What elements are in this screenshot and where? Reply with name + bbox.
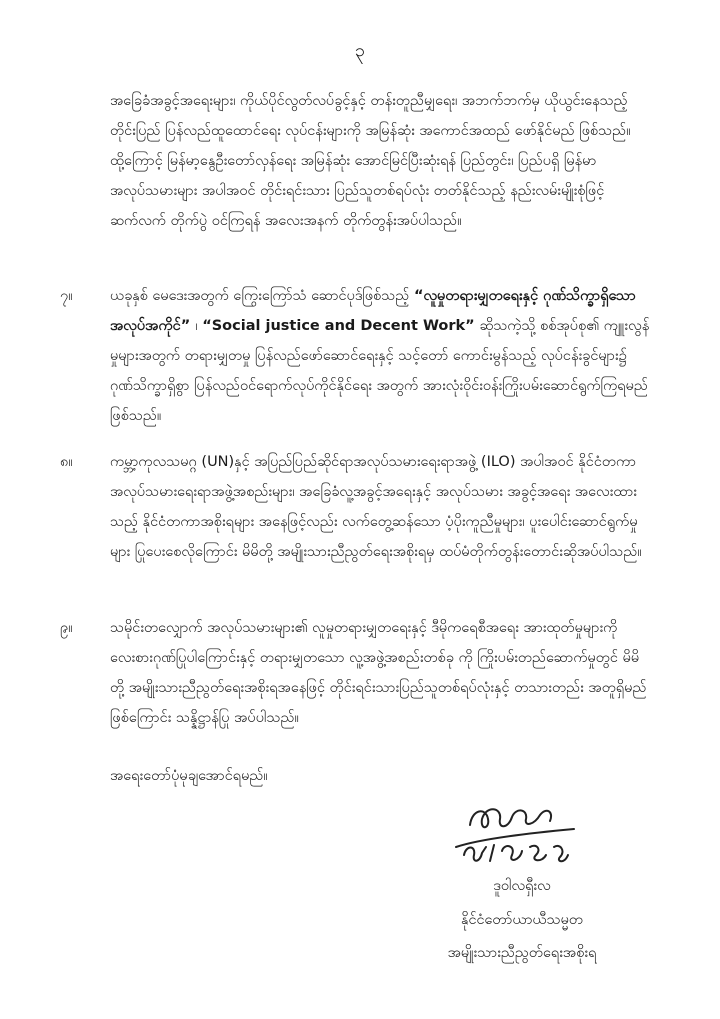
signatory-office: အမျိုးသားညီညွတ်ရေးအစိုးရ bbox=[447, 945, 597, 961]
item-text-pre: ယခုနှစ် မေဒေးအတွက် ကြွေးကြော်သံ ဆောင်ပုဒ်ဖြစ်သည့် bbox=[110, 288, 414, 304]
signatory-name: ဒူဝါလရှီးလ bbox=[493, 878, 551, 894]
page-number: ၃ bbox=[354, 40, 366, 61]
slogan-myanmar: “လူမှုတရားမျှတရေးနှင့် ဂုဏ်သိက္ခာရှိသော အလုပ်အကိုင်” bbox=[110, 288, 636, 334]
item-text-separator: ၊ bbox=[195, 318, 203, 334]
item-body bbox=[110, 281, 650, 431]
item-number: ၈။ bbox=[60, 454, 73, 470]
signatory-title: နိုင်ငံတော်ယာယီသမ္မတ bbox=[460, 912, 584, 928]
item-body: သမိုင်းတလျှောက် အလုပ်သမားများ၏ လူမှုတရားမျှတရေးနှင့် ဒီမိုကရေစီအရေး အားထုတ်မှုများကို လေးစားဂုဏ်ပြုပါကြောင်းနှင့် တရားမျှတသော လူ့အဖွဲ့အစည်းတစ်ခု ကို ကြိုးပမ်းတည်ဆောက်မှုတွင် မိမိတို့ အမျိုးသားညီညွတ်ရေးအစိုးရအနေဖြင့် တိုင်းရင်းသားပြည်သူတစ်ရပ်လုံးနှင့် တသားတည်း အတူရှိမည်ဖြစ်ကြောင်း သန္နိဋ္ဌာန်ပြု အပ်ပါသည်။ bbox=[110, 620, 647, 726]
closing-slogan: အရေးတော်ပုံမုချအောင်ရမည်။ bbox=[110, 768, 268, 784]
slogan-english: “Social justice and Decent Work” bbox=[202, 318, 475, 334]
item-text-post: ဆိုသကဲ့သို့ စစ်အုပ်စု၏ ကျူးလွန်မှုများအတွက် တရားမျှတမှု ပြန်လည်ဖော်ဆောင်ရေးနှင့် သင့်တော် ကောင်းမွန်သည့် လုပ်ငန်းခွင်များ၌ ဂုဏ်သိက္ခာရှိစွာ ပြန်လည်ဝင်ရောက်လုပ်ကိုင်နိုင်ရေး အတွက် အားလုံးဝိုင်းဝန်းကြိုးပမ်းဆောင်ရွက်ကြရမည် ဖြစ်သည်။ bbox=[110, 318, 650, 424]
handwritten-signature bbox=[450, 795, 580, 873]
item-number: ၇။ bbox=[60, 288, 73, 304]
item-body: ကမ္ဘာ့ကုလသမဂ္ဂ (UN)နှင့် အပြည်ပြည်ဆိုင်ရာအလုပ်သမားရေးရာအဖွဲ့ (ILO) အပါအဝင် နိုင်ငံတကာအလုပ်သမားရေးရာအဖွဲ့အစည်းများ၊ အခြေခံလူ့အခွင့်အရေးနှင့် အလုပ်သမား အခွင့်အရေး အလေးထားသည့် နိုင်ငံတကာအစိုးရများ အနေဖြင့်လည်း လက်တွေ့ဆန်သော ပံ့ပိုးကူညီမှုများ၊ ပူးပေါင်းဆောင်ရွက်မှုများ ပြုပေးစေလိုကြောင်း မိမိတို့ အမျိုးသားညီညွတ်ရေးအစိုးရမှ ထပ်မံတိုက်တွန်းတောင်းဆိုအပ်ပါသည်။ bbox=[110, 454, 642, 560]
item-number: ၉။ bbox=[60, 620, 73, 636]
intro-paragraph: အခြေခံအခွင့်အရေးများ၊ ကိုယ်ပိုင်လွတ်လပ်ခွင့်နှင့် တန်းတူညီမျှရေး၊ အဘက်ဘက်မှ ယိုယွင်းနေသည့် တိုင်းပြည် ပြန်လည်ထူထောင်ရေး လုပ်ငန်းများကို အမြန်ဆုံး အကောင်အထည် ဖော်နိုင်မည် ဖြစ်သည်။ ထို့ကြောင့် မြန်မာ့နွေဦးတော်လှန်ရေး အမြန်ဆုံး အောင်မြင်ပြီးဆုံးရန် ပြည်တွင်း၊ ပြည်ပရှိ မြန်မာအလုပ်သမားများ အပါအဝင် တိုင်းရင်းသား ပြည်သူတစ်ရပ်လုံး တတ်နိုင်သည့် နည်းလမ်းမျိုးစုံဖြင့် ဆက်လက် တိုက်ပွဲ ဝင်ကြရန် အလေးအနက် တိုက်တွန်းအပ်ပါသည်။ bbox=[110, 93, 631, 229]
